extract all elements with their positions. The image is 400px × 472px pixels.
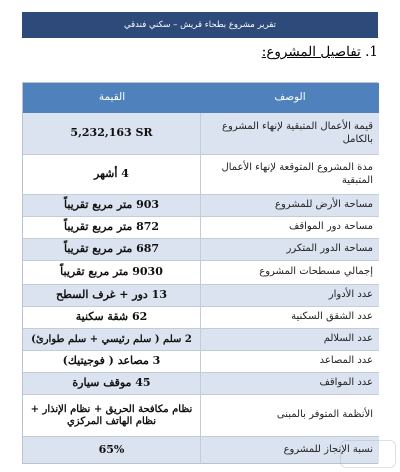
row-description: عدد الأدوار xyxy=(328,289,373,301)
table-row xyxy=(23,329,379,351)
row-value: 903 متر مربع تقريباً xyxy=(23,195,201,216)
table-row xyxy=(23,155,379,195)
row-description: مساحة الدور المتكرر xyxy=(286,243,373,255)
row-description: قيمة الأعمال المتبقية لإنهاء المشروع بالكامل xyxy=(222,121,373,145)
row-description: الأنظمة المتوفر بالمبنى xyxy=(276,409,373,421)
row-description: عدد المصاعد xyxy=(319,355,373,367)
row-description: مساحة الأرض للمشروع xyxy=(275,199,373,211)
table-row xyxy=(23,373,379,395)
row-description: عدد السلالم xyxy=(323,333,373,345)
table-row xyxy=(23,351,379,373)
table-row xyxy=(23,113,379,155)
row-value: نظام مكافحة الحريق + نظام الإنذار + نظام الهاتف المركزي xyxy=(23,395,201,436)
table-row xyxy=(23,239,379,261)
row-value: 687 متر مربع تقريباً xyxy=(23,239,201,260)
table-row xyxy=(23,437,379,463)
watermark-logo xyxy=(340,440,396,468)
table-row xyxy=(23,285,379,307)
table-row xyxy=(23,307,379,329)
header-description: الوصف xyxy=(274,90,306,103)
row-description: عدد المواقف xyxy=(319,377,373,389)
row-value: 13 دور + غرف السطح xyxy=(23,285,201,306)
row-value: 872 متر مربع تقريباً xyxy=(23,217,201,238)
row-value: 3 مصاعد ( فوجيتيك) xyxy=(23,351,201,372)
table-row xyxy=(23,195,379,217)
table-header-row xyxy=(23,83,379,113)
row-value: 65% xyxy=(23,437,201,463)
table-row xyxy=(23,395,379,437)
section-title-text: تفاصيل المشروع: xyxy=(261,44,361,60)
table-row xyxy=(23,261,379,285)
report-banner xyxy=(22,12,378,38)
row-description: مساحة دور المواقف xyxy=(288,221,373,233)
banner-text: تقرير مشروع بطحاء قريش – سكني فندقي xyxy=(124,20,276,30)
row-value: 45 موقف سيارة xyxy=(23,373,201,394)
project-details-table xyxy=(22,82,378,464)
section-number: 1. xyxy=(365,44,378,60)
section-heading xyxy=(248,44,378,64)
row-value: 62 شقة سكنية xyxy=(23,307,201,328)
row-description: نسبة الإنجاز للمشروع xyxy=(283,443,373,455)
table-row xyxy=(23,217,379,239)
row-description: مدة المشروع المتوقعة لإنهاء الأعمال المتبقية xyxy=(221,162,373,186)
row-value: 4 أشهر xyxy=(23,155,201,194)
header-value: القيمة xyxy=(98,91,126,104)
row-value: 9030 متر مربع تقريباً xyxy=(23,261,201,284)
row-value: 5,232,163 SR xyxy=(23,113,201,154)
row-description: إجمالي مسطحات المشروع xyxy=(259,266,373,278)
row-description: عدد الشقق السكنية xyxy=(291,311,373,323)
row-value: 2 سلم ( سلم رئيسي + سلم طوارئ) xyxy=(23,329,201,350)
